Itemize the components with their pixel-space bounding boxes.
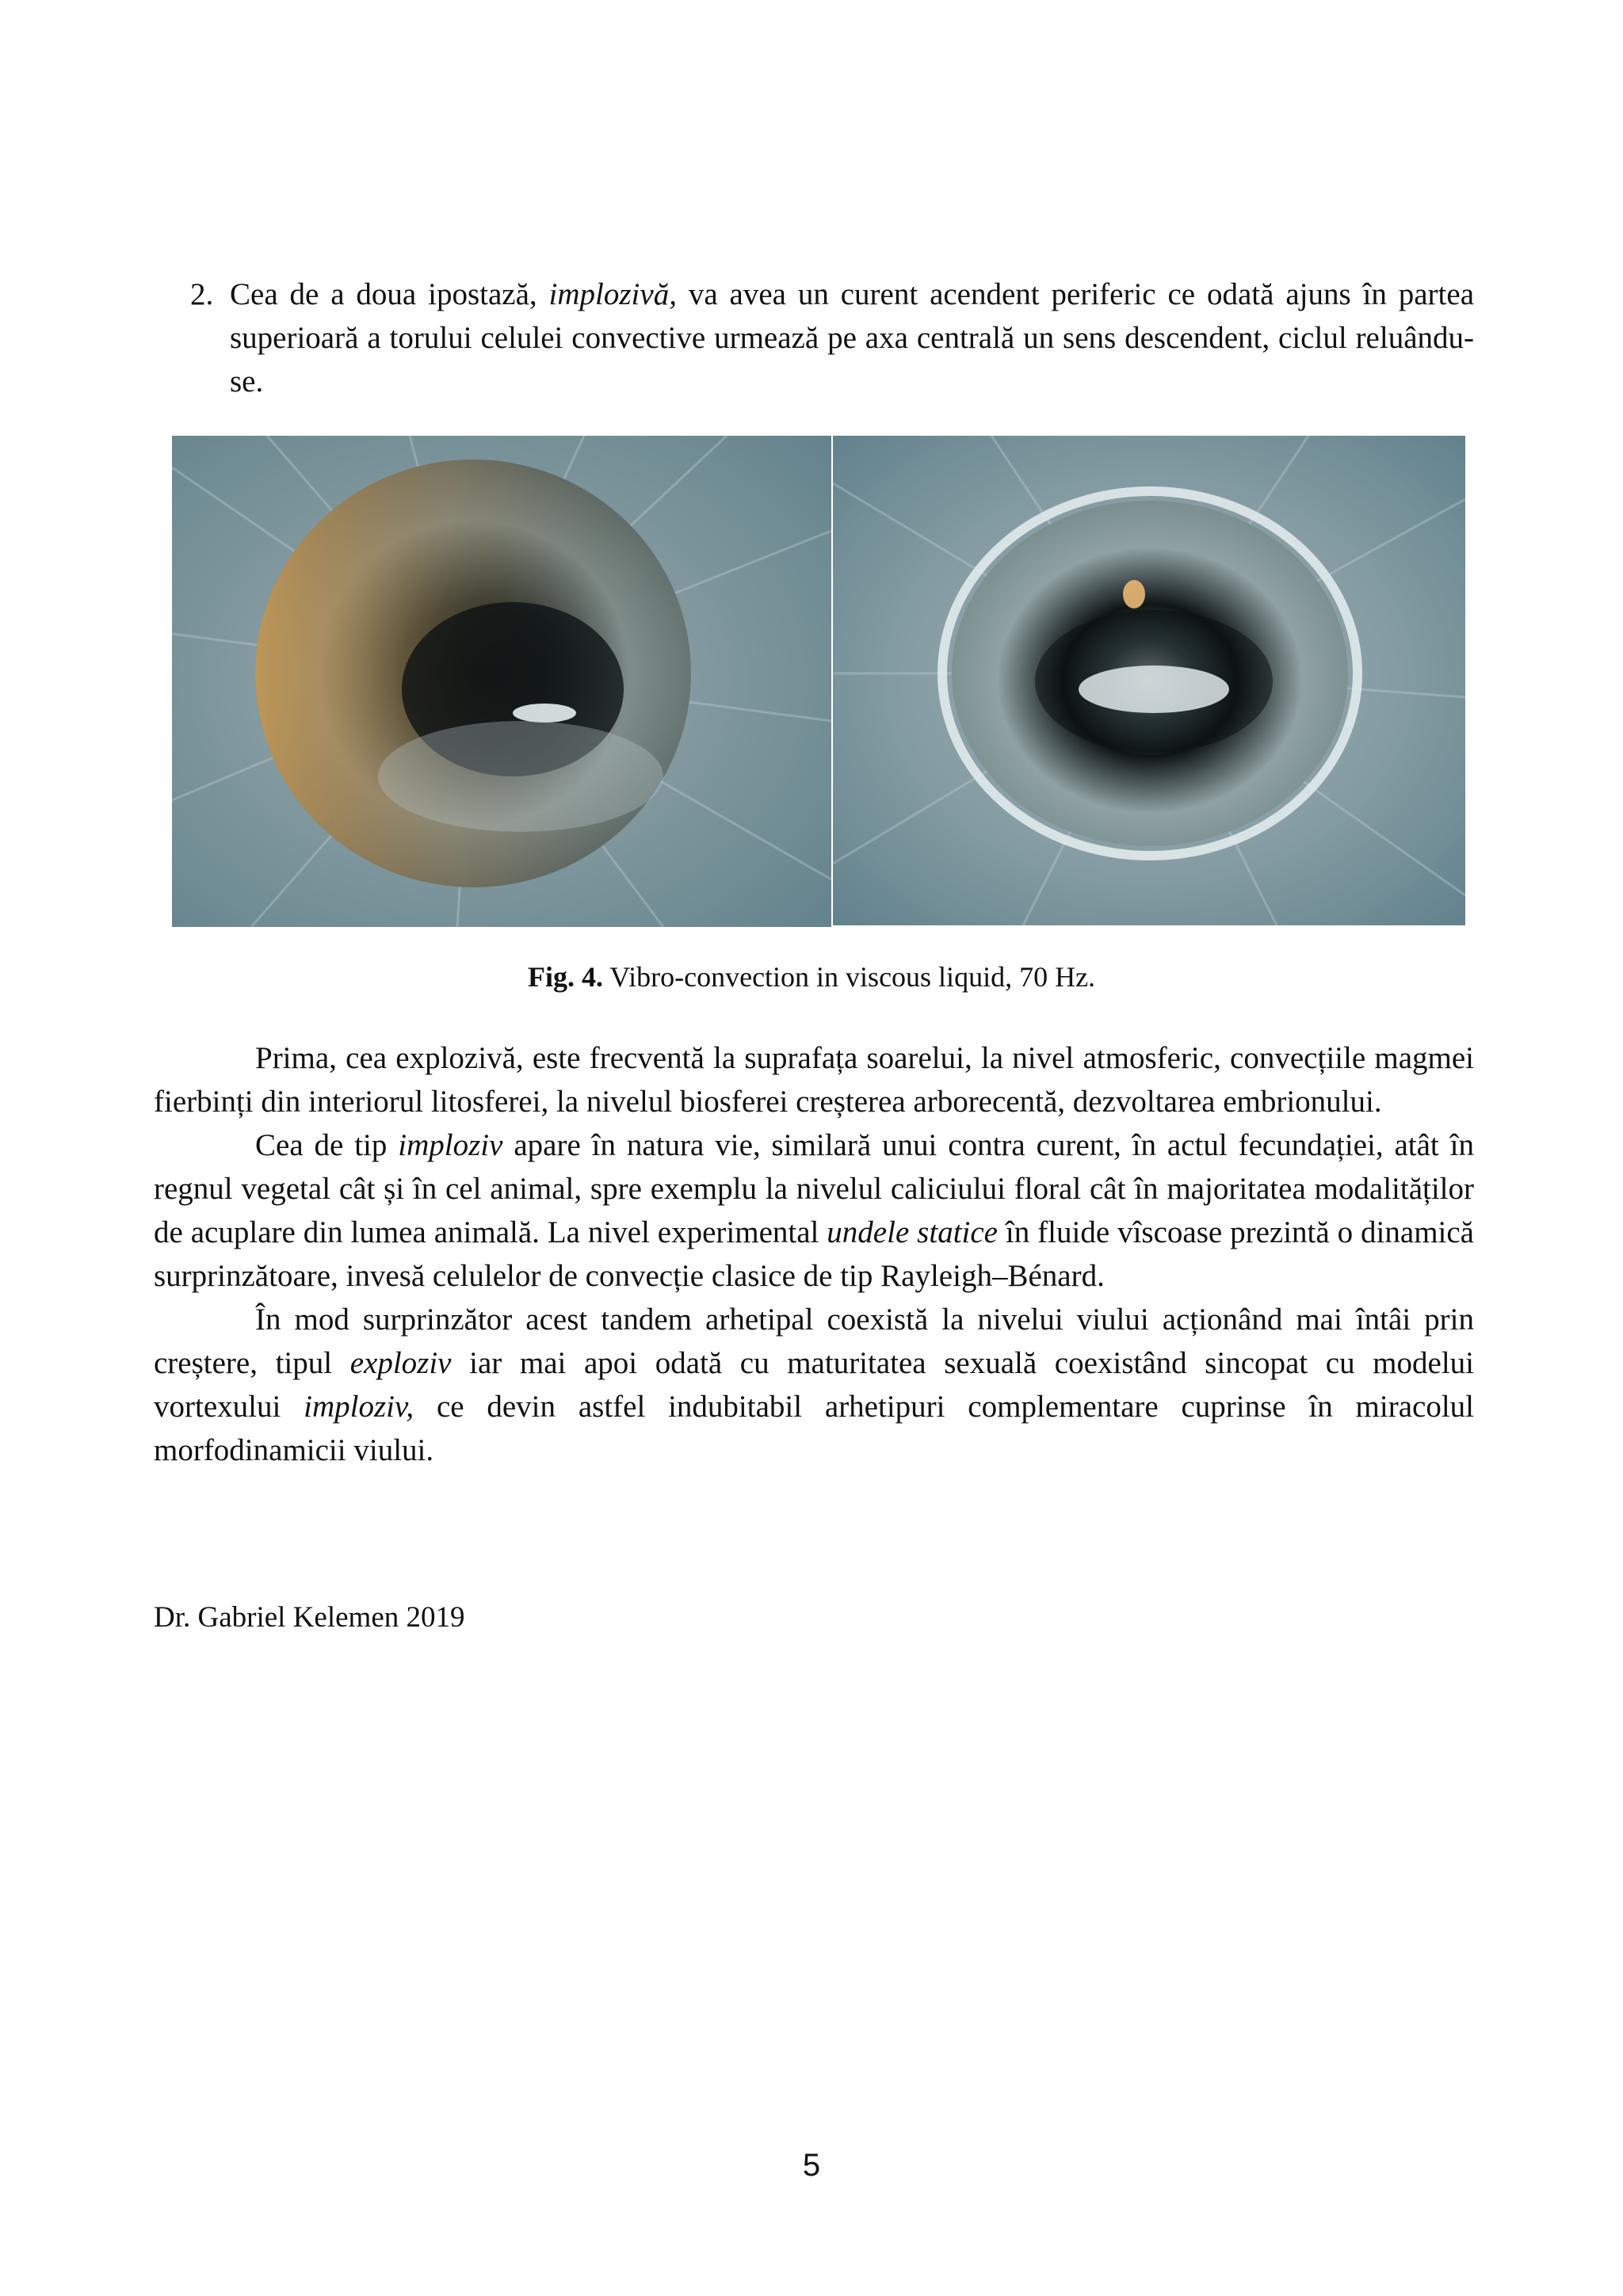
author-signature: Dr. Gabriel Kelemen 2019 (154, 1601, 465, 1634)
paragraph-2-part: apare în natura vie, similară unui contra curent, în actul fecundației, atât în regnul vegetal cât și în cel animal, spre exemplu la nivelul caliciului floral cât în majoritatea modalităților de acuplare din lumea animală. La nivel experimental (154, 1128, 1474, 1249)
figure-caption-text: Vibro-convection in viscous liquid, 70 Hz. (602, 961, 1096, 993)
vibro-convection-photo-left (172, 436, 831, 927)
page-number: 5 (802, 2148, 821, 2183)
paragraph-1 (154, 1036, 1474, 1123)
list-text-italic: implozivă, (548, 277, 677, 311)
paragraph-3-italic: imploziv, (304, 1390, 414, 1424)
list-text-part: Cea de a doua ipostază, (230, 277, 549, 311)
figure-label: Fig. 4. (527, 961, 603, 993)
vibro-convection-photo-right (833, 436, 1465, 925)
paragraph-2 (154, 1123, 1474, 1298)
paragraph-3-part: ce devin astfel indubitabil arhetipuri complementare cuprinse în miracolul morfodinamicii viului. (154, 1390, 1475, 1467)
list-text-part: va avea un curent acendent periferic ce odată ajuns în partea superioară a torului celulei convective urmează pe axa centrală un sens descendent, ciclul reluându-se. (230, 277, 1475, 399)
list-item-text (230, 273, 1474, 403)
paragraph-3 (154, 1298, 1474, 1472)
photo-right-image (833, 436, 1465, 925)
numbered-list-item (190, 273, 1474, 403)
paragraph-3-part: iar mai apoi odată cu maturitatea sexuală coexistând sincopat cu modelui vortexului (154, 1346, 1475, 1424)
figure-caption (0, 959, 1623, 995)
figure-4 (172, 436, 1465, 927)
body-text (154, 1036, 1474, 1472)
paragraph-3-italic: exploziv (349, 1346, 452, 1380)
paragraph-2-italic: undele statice (827, 1215, 998, 1249)
paragraph-2-italic: imploziv (398, 1128, 503, 1162)
paragraph-2-part: în fluide vîscoase prezintă o dinamică surprinzătoare, invesă celulelor de convecție clasice de tip Rayleigh–Bénard. (154, 1215, 1474, 1293)
list-number: 2. (190, 277, 214, 311)
photo-left-image (172, 436, 831, 927)
paragraph-2-part: Cea de tip (255, 1128, 399, 1162)
paragraph-3-part: În mod surprinzător acest tandem arhetipal coexistă la nivelui viului acționând mai întâi prin creștere, tipul (154, 1302, 1474, 1380)
paragraph-1-text: Prima, cea explozivă, este frecventă la suprafața soarelui, la nivel atmosferic, convecțiile magmei fierbinți din interiorul litosferei, la nivelul biosferei creșterea arborecentă, dezvoltarea embrionului. (154, 1041, 1474, 1119)
